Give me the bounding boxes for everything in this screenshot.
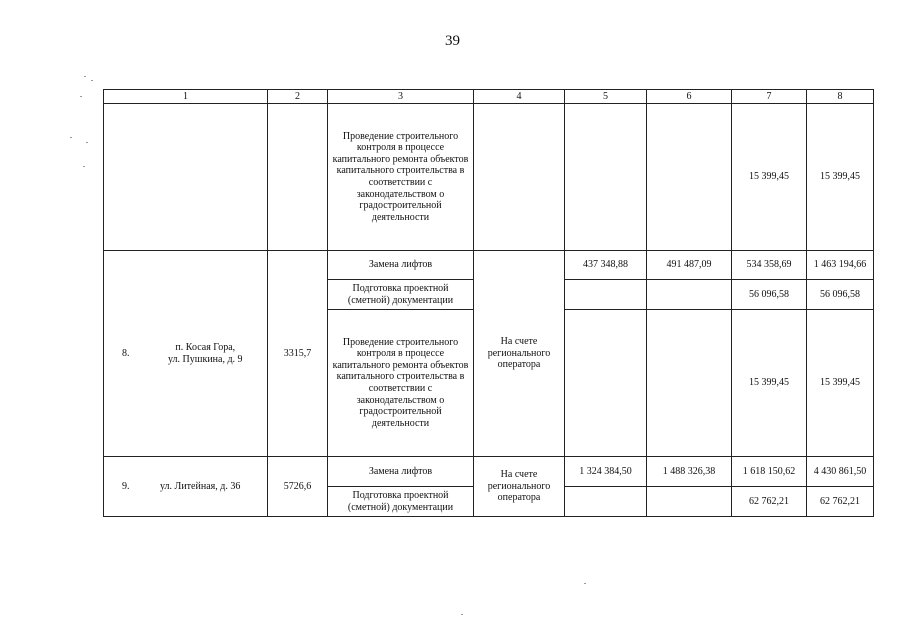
amount-cell: 62 762,21	[807, 487, 874, 517]
area-cell: 5726,6	[268, 457, 328, 517]
amount-cell	[647, 280, 732, 310]
table-row	[104, 457, 874, 487]
amount-cell: 491 487,09	[647, 251, 732, 280]
column-header-row	[104, 90, 874, 104]
scan-speck	[70, 137, 72, 138]
table-cell	[474, 104, 565, 251]
amount-cell: 62 762,21	[732, 487, 807, 517]
column-header: 1	[104, 90, 268, 104]
scan-speck	[461, 614, 463, 615]
column-header: 6	[647, 90, 732, 104]
column-header: 3	[328, 90, 474, 104]
amount-cell: 534 358,69	[732, 251, 807, 280]
amount-cell	[565, 487, 647, 517]
work-type-cell: Проведение строительного контроля в процессе капитального ремонта объектов капитального строительства в соответствии с законодательством о градостроительной деятельности	[328, 104, 474, 251]
column-header: 8	[807, 90, 874, 104]
page-number: 39	[445, 33, 460, 49]
table-cell	[647, 104, 732, 251]
column-header: 4	[474, 90, 565, 104]
work-type-cell: Подготовка проектной (сметной) документации	[328, 280, 474, 310]
scan-speck	[83, 166, 85, 167]
table-row	[104, 104, 874, 251]
row-index: 9.	[122, 480, 130, 492]
amount-cell: 15 399,45	[807, 104, 874, 251]
row-index: 8.	[122, 347, 130, 359]
amount-cell: 4 430 861,50	[807, 457, 874, 487]
amount-cell: 15 399,45	[732, 310, 807, 457]
work-type-cell: Замена лифтов	[328, 251, 474, 280]
address-line: ул. Литейная, д. 36	[160, 480, 241, 492]
amount-cell: 1 324 384,50	[565, 457, 647, 487]
column-header: 7	[732, 90, 807, 104]
table-cell	[565, 104, 647, 251]
account-cell: На счете регионального оператора	[474, 251, 565, 457]
work-type-cell: Подготовка проектной (сметной) документации	[328, 487, 474, 517]
amount-cell: 437 348,88	[565, 251, 647, 280]
table-cell	[268, 104, 328, 251]
amount-cell	[647, 487, 732, 517]
amount-cell: 1 488 326,38	[647, 457, 732, 487]
amount-cell: 1 618 150,62	[732, 457, 807, 487]
table-cell	[104, 104, 268, 251]
address-line: ул. Пушкина, д. 9	[168, 353, 243, 365]
address-text	[168, 342, 243, 365]
work-type-cell: Проведение строительного контроля в процессе капитального ремонта объектов капитального строительства в соответствии с законодательством о градостроительной деятельности	[328, 310, 474, 457]
scan-speck	[84, 76, 86, 77]
table-row	[104, 251, 874, 280]
column-header: 5	[565, 90, 647, 104]
scan-speck	[584, 583, 586, 584]
column-header: 2	[268, 90, 328, 104]
address-cell	[104, 251, 268, 457]
work-type-cell: Замена лифтов	[328, 457, 474, 487]
scan-speck	[91, 80, 93, 81]
amount-cell: 1 463 194,66	[807, 251, 874, 280]
scan-speck	[86, 142, 88, 143]
amount-cell	[565, 280, 647, 310]
address-cell	[104, 457, 268, 517]
account-cell: На счете регионального оператора	[474, 457, 565, 517]
amount-cell: 15 399,45	[732, 104, 807, 251]
scan-speck	[80, 96, 82, 97]
repair-schedule-table	[103, 89, 874, 517]
amount-cell	[647, 310, 732, 457]
amount-cell: 56 096,58	[807, 280, 874, 310]
address-line: п. Косая Гора,	[175, 341, 236, 353]
amount-cell	[565, 310, 647, 457]
amount-cell: 15 399,45	[807, 310, 874, 457]
area-cell: 3315,7	[268, 251, 328, 457]
amount-cell: 56 096,58	[732, 280, 807, 310]
